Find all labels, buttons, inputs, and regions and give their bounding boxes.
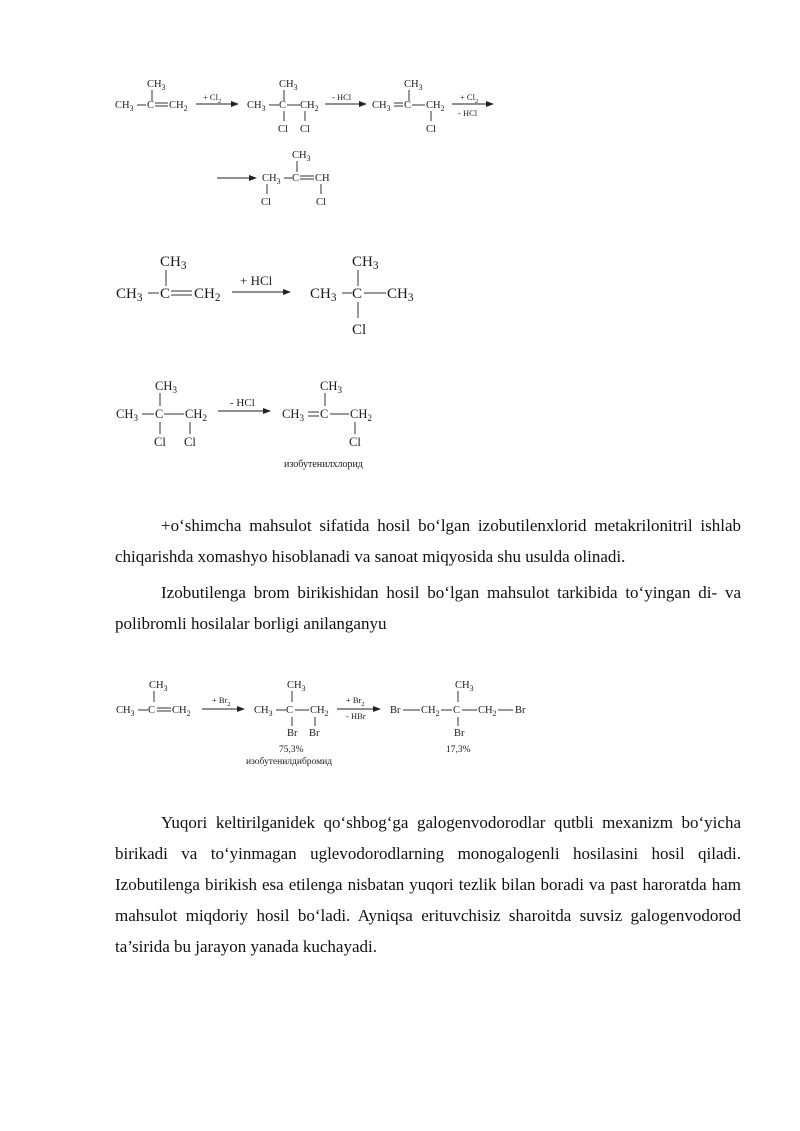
yield-label: 75,3% bbox=[279, 745, 304, 755]
formula-text: Cl bbox=[154, 435, 166, 449]
formula-text: $CH_2$ bbox=[426, 100, 445, 113]
formula-text: $CH_2$ bbox=[169, 100, 188, 113]
formula-text: C bbox=[292, 173, 300, 184]
formula-text: Br bbox=[390, 705, 401, 716]
compound-caption: изобутенилхлорид bbox=[284, 459, 363, 470]
formula-text: $CH_3$ bbox=[247, 100, 266, 113]
formula-text: $CH_3$ bbox=[372, 100, 391, 113]
formula-text: $CH_3$ bbox=[254, 705, 273, 718]
formula-text: $CH_2$ bbox=[300, 100, 319, 113]
formula-text: Br bbox=[309, 728, 320, 739]
formula-text: $CH_3$ bbox=[115, 100, 134, 113]
reagent-label: - HCl bbox=[458, 108, 478, 118]
reagent-label: - HBr bbox=[346, 711, 366, 721]
formula-text: C bbox=[279, 100, 287, 111]
formula-text: $CH_2$ bbox=[172, 705, 191, 718]
formula-text: C bbox=[155, 407, 164, 421]
formula-text: Cl bbox=[349, 435, 361, 449]
formula-text: $CH_3$ bbox=[404, 79, 423, 92]
paragraph-2: Izobutilenga brom birikishidan hosil bo‘lgan mahsulot tarkibida to‘yingan di- va polibromli hosilalar borligi anilanganyu bbox=[115, 583, 741, 633]
compound-caption: изобутенилдибромид bbox=[246, 757, 333, 767]
formula-text: $CH_3$ bbox=[262, 173, 281, 186]
formula-text: $CH_3$ bbox=[310, 286, 337, 304]
formula-text: CH bbox=[315, 173, 330, 184]
scheme-2 bbox=[0, 230, 800, 350]
formula-text: $CH_3$ bbox=[116, 705, 135, 718]
formula-text: Br bbox=[515, 705, 526, 716]
formula-text: Cl bbox=[300, 124, 310, 135]
formula-text: Cl bbox=[316, 197, 326, 208]
reagent-label: + $Br_2$ bbox=[346, 695, 365, 708]
formula-text: $CH_3$ bbox=[387, 286, 414, 304]
formula-text: $CH_3$ bbox=[320, 379, 343, 396]
formula-text: C bbox=[352, 286, 363, 302]
formula-text: $CH_3$ bbox=[282, 407, 305, 424]
formula-text: Cl bbox=[184, 435, 196, 449]
formula-text: $CH_3$ bbox=[155, 379, 178, 396]
formula-text: C bbox=[160, 286, 171, 302]
paragraph-3: Yuqori keltirilganidek qo‘shbog‘ga galogenvodorodlar qutbli mexanizm bo‘yicha birikadi va to‘yinmagan uglevodorodlarning monogalogenli hosilasini hosil qiladi. Izobutilenga birikish esa etilenga nisbatan yuqori tezlik bilan boradi va past haroratda ham mahsulot miqdoriy hosil bo‘ladi. Ayniqsa erituvchisiz sharoitda suvsiz galogenvodorod ta’sirida bu jarayon yanada kuchayadi. bbox=[115, 813, 741, 956]
reagent-label: - HCl bbox=[332, 92, 352, 102]
paragraph-1: +o‘shimcha mahsulot sifatida hosil bo‘lgan izobutilenxlorid metakrilonitril ishlab chiqarishda xomashyo hisoblanadi va sanoat miqyosida shu usulda olinadi. bbox=[115, 516, 741, 566]
formula-text: C bbox=[147, 100, 155, 111]
formula-text: $CH_3$ bbox=[279, 79, 298, 92]
yield-label: 17,3% bbox=[446, 745, 471, 755]
formula-text: $CH_2$ bbox=[185, 407, 208, 424]
formula-text: C bbox=[286, 705, 294, 716]
formula-text: $CH_3$ bbox=[455, 680, 474, 693]
formula-text: $CH_3$ bbox=[147, 79, 166, 92]
formula-text: $CH_3$ bbox=[292, 150, 311, 163]
formula-text: $CH_2$ bbox=[478, 705, 497, 718]
formula-text: $CH_2$ bbox=[310, 705, 329, 718]
formula-text: C bbox=[453, 705, 461, 716]
formula-text: $CH_3$ bbox=[352, 254, 379, 272]
formula-text: $CH_3$ bbox=[116, 286, 143, 304]
formula-text: Cl bbox=[426, 124, 436, 135]
formula-text: Br bbox=[454, 728, 465, 739]
reagent-label: + $Cl_2$ bbox=[203, 92, 222, 105]
formula-text: Cl bbox=[261, 197, 271, 208]
scheme-4 bbox=[0, 665, 800, 775]
formula-text: $CH_2$ bbox=[350, 407, 373, 424]
formula-text: Cl bbox=[352, 322, 367, 338]
reagent-label: - HCl bbox=[230, 397, 255, 409]
formula-text: Br bbox=[287, 728, 298, 739]
reagent-label: + HCl bbox=[240, 273, 273, 288]
formula-text: C bbox=[148, 705, 156, 716]
formula-text: $CH_2$ bbox=[194, 286, 221, 304]
formula-text: Cl bbox=[278, 124, 288, 135]
scheme-3 bbox=[0, 370, 800, 480]
formula-text: C bbox=[320, 407, 329, 421]
reagent-label: + $Br_2$ bbox=[212, 695, 231, 708]
formula-text: $CH_3$ bbox=[149, 680, 168, 693]
formula-text: $CH_3$ bbox=[287, 680, 306, 693]
formula-text: $CH_3$ bbox=[160, 254, 187, 272]
formula-text: $CH_2$ bbox=[421, 705, 440, 718]
scheme-1 bbox=[0, 0, 800, 220]
formula-text: C bbox=[404, 100, 412, 111]
reagent-label: + $Cl_2$ bbox=[460, 92, 479, 105]
formula-text: $CH_3$ bbox=[116, 407, 139, 424]
